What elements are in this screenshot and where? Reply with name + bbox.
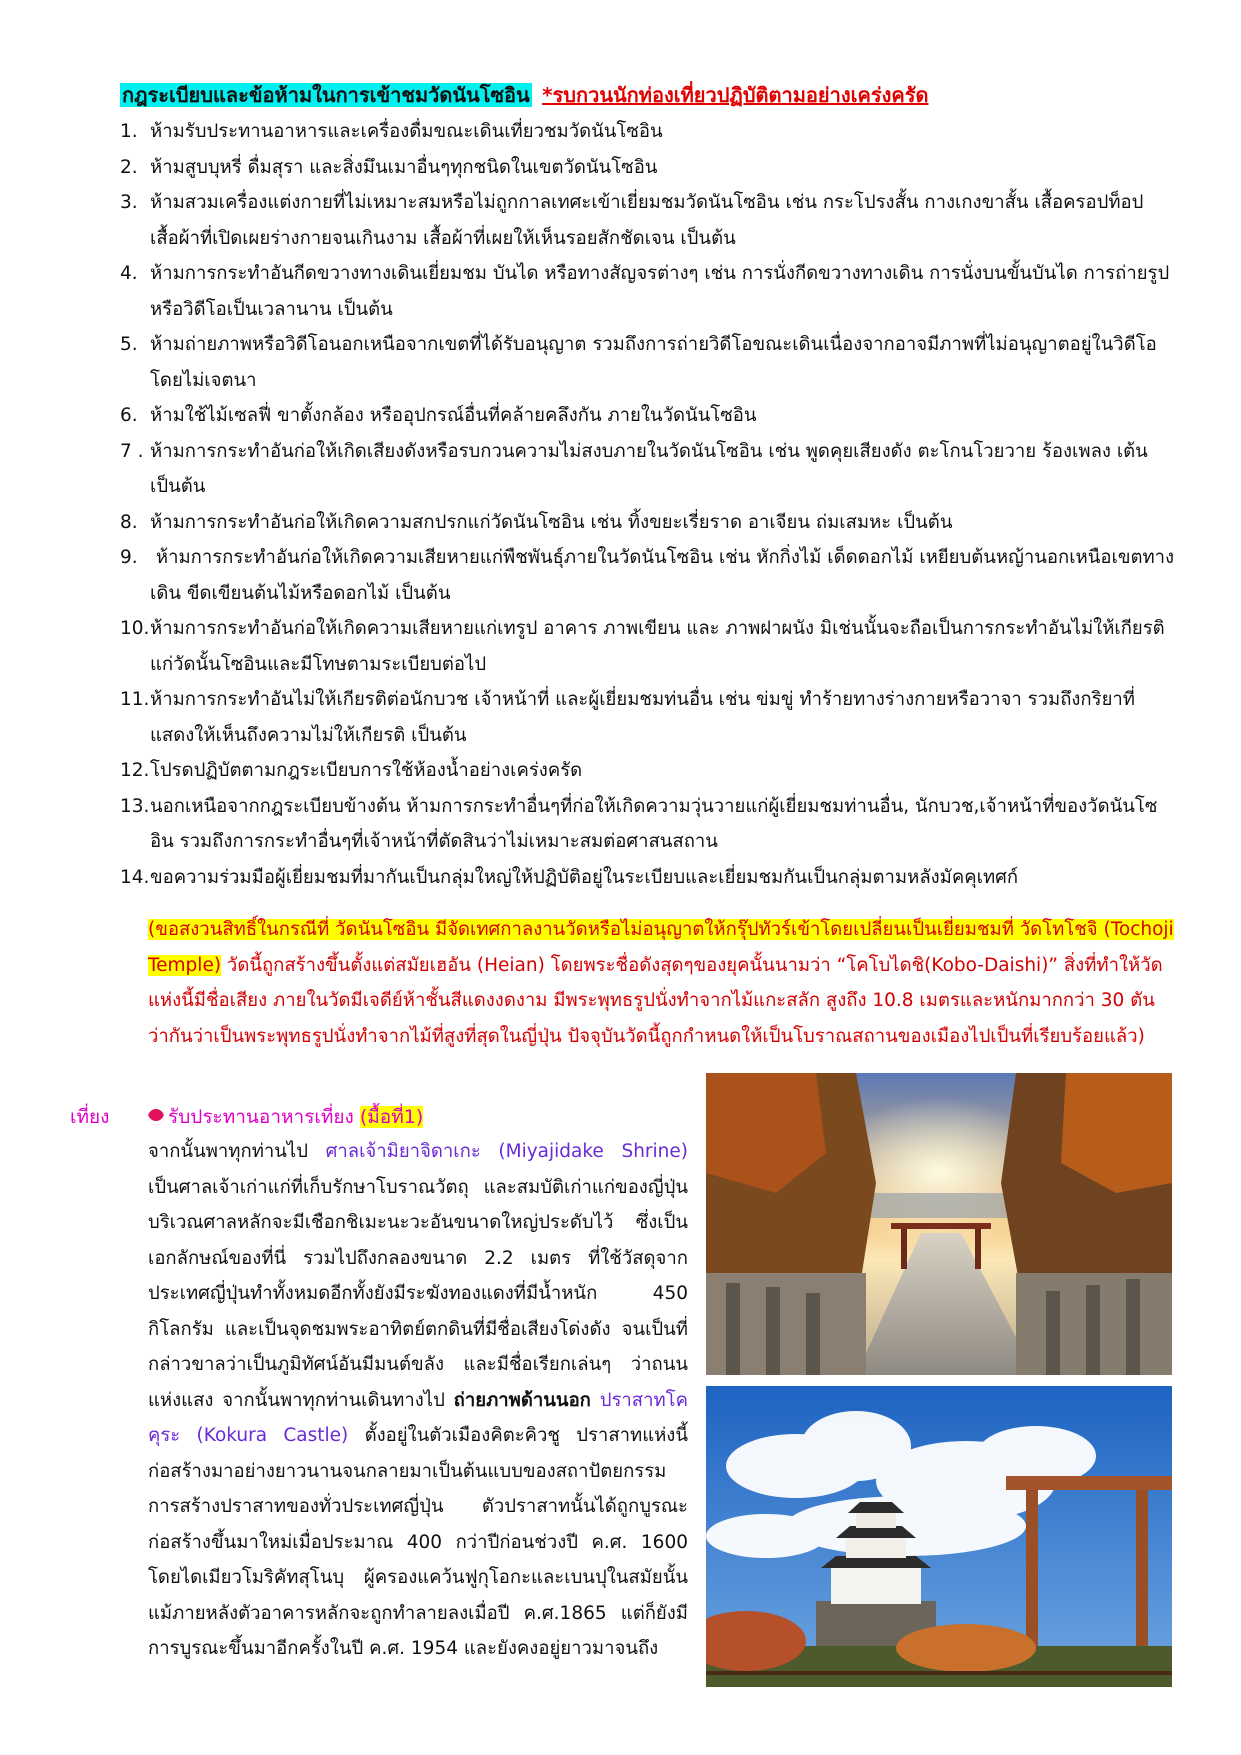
- kokura-castle-photo: [706, 1386, 1172, 1687]
- rule-item: 8. ห้ามการกระทำอันก่อให้เกิดความสกปรกแก่วัดนันโซอิน เช่น ทิ้งขยะเรี่ยราด อาเจียน ถ่มเสมหะ เป็นต้น: [120, 511, 953, 533]
- rules-list: [120, 114, 1178, 895]
- rule-item: 4. ห้ามการกระทำอันกีดขวางทางเดินเยี่ยมชม บันได หรือทางสัญจรต่างๆ เช่น การนั่งกีดขวางทางเดิน การนั่งบนขั้นบันได การถ่ายรูปหรือวิดีโอเป็นเวลานาน เป็นต้น: [120, 263, 1170, 320]
- rule-item: 5. ห้ามถ่ายภาพหรือวิดีโอนอกเหนือจากเขตที่ได้รับอนุญาต รวมถึงการถ่ายวิดีโอขณะเดินเนื่องจากอาจมีภาพที่ไม่อนุญาตอยู่ในวิดีโอโดยไม่เจตนา: [120, 334, 1157, 391]
- itinerary-description: [148, 1134, 688, 1667]
- meal-number: (มื้อที่1): [359, 1106, 424, 1128]
- rule-item: 12.โปรดปฏิบัตตามกฎระเบียบการใช้ห้องน้ำอย่างเคร่งครัด: [120, 760, 583, 781]
- rule-item: 14.ขอความร่วมมือผู้เยี่ยมชมที่มากันเป็นกลุ่มใหญ่ให้ปฏิบัติอยู่ในระเบียบและเยี่ยมชมกันเป็นกลุ่มตามหลังมัคคุเทศก์: [120, 866, 1019, 888]
- photo-stop-label: ถ่ายภาพด้านนอก: [453, 1389, 591, 1411]
- lunch-text: รับประทานอาหารเที่ยง: [168, 1106, 360, 1128]
- rule-item: 6. ห้ามใช้ไม้เซลฟี่ ขาตั้งกล้อง หรืออุปกรณ์อื่นที่คล้ายคลึงกัน ภายในวัดนันโซอิน: [120, 405, 757, 426]
- rule-item: 3. ห้ามสวมเครื่องแต่งกายที่ไม่เหมาะสมหรือไม่ถูกกาลเทศะเข้าเยี่ยมชมวัดนันโซอิน เช่น กระโปรงสั้น กางเกงขาสั้น เสื้อครอปท็อป เสื้อผ้าที่เปิดเผยร่างกายจนเกินงาม เสื้อผ้าที่เผยให้เห็นรอยสักชัดเจน เป็นต้น: [120, 192, 1144, 249]
- castle-name: ปราสาทโคคุระ (Kokura Castle): [148, 1389, 688, 1446]
- rule-item: 13.นอกเหนือจากกฎระเบียบข้างต้น ห้ามการกระทำอื่นๆที่ก่อให้เกิดความวุ่นวายแก่ผู้เยี่ยมชมท่านอื่น, นักบวช,เจ้าหน้าที่ของวัดนันโซอิน รวมถึงการกระทำอื่นๆที่เจ้าหน้าที่ตัดสินว่าไม่เหมาะสมต่อศาสนสถาน: [120, 795, 1158, 852]
- title-main: กฎระเบียบและข้อห้ามในการเข้าชมวัดนันโซอิน: [122, 83, 530, 107]
- note-highlight: (ขอสงวนสิทธิ์ในกรณีที่ วัดนันโซอิน มีจัดเทศกาลงานวัดหรือไม่อนุญาตให้กรุ๊ปทัวร์เข้าโดยเปลี่ยนเป็นเยี่ยมชมที่ วัดโทโชจิ (Tochoji Temple): [148, 919, 1174, 976]
- note-text: วัดนี้ถูกสร้างขึ้นตั้งแต่สมัยเฮอัน (Heian) โดยพระชื่อดังสุดๆของยุคนั้นนามว่า “โคโบไดชิ(Kobo-Daishi)” สิ่งที่ทำให้วัดแห่งนี้มีชื่อเสียง ภายในวัดมีเจดีย์ห้าชั้นสีแดงงดงาม มีพระพุทธรูปนั่งทำจากไม้แกะสลัก สูงถึง 10.8 เมตรและหนักมากกว่า 30 ตัน ว่ากันว่าเป็นพระพุทธรูปนั่งทำจากไม้ที่สูงที่สุดในญี่ปุ่น ปัจจุบันวัดนี้ถูกกำหนดให้เป็นโบราณสถานของเมืองไปเป็นที่เรียบร้อยแล้ว): [148, 954, 1163, 1047]
- title-warning: *รบกวนนักท่องเที่ยวปฏิบัติตามอย่างเคร่งครัด: [542, 83, 929, 107]
- meal-time-label: เที่ยง: [70, 1106, 110, 1128]
- body-text-2: เป็นศาลเจ้าเก่าแก่ที่เก็บรักษาโบราณวัตถุ และสมบัติเก่าแก่ของญี่ปุ่น บริเวณศาลหลักจะมีเชือกชิเมะนะวะอันขนาดใหญ่ประดับไว้ ซึ่งเป็นเอกลักษณ์ของที่นี่ รวมไปถึงกลองขนาด 2.2 เมตร ที่ใช้วัสดุจากประเทศญี่ปุ่นทำทั้งหมดอีกทั้งยังมีระฆังทองแดงที่มีน้ำหนัก 450 กิโลกรัม และเป็นจุดชมพระอาทิตย์ตกดินที่มีชื่อเสียงโด่งดัง จนเป็นที่กล่าวขาลว่าเป็นภูมิทัศน์อันมีมนต์ขลัง และมีชื่อเรียกเล่นๆ ว่าถนนแห่งแสง จากนั้นพาทุกท่านเดินทางไป: [148, 1176, 688, 1411]
- rule-item: 2. ห้ามสูบบุหรี่ ดื่มสุรา และสิ่งมึนเมาอื่นๆทุกชนิดในเขตวัดนันโซอิน: [120, 156, 658, 178]
- rule-item: 1. ห้ามรับประทานอาหารและเครื่องดื่มขณะเดินเที่ยวชมวัดนันโซอิน: [120, 121, 663, 142]
- rule-item: 10.ห้ามการกระทำอันก่อให้เกิดความเสียหายแก่เทรูป อาคาร ภาพเขียน และ ภาพฝาผนัง มิเช่นนั้นจะถือเป็นการกระทำอันไม่ให้เกียรติแก่วัดนั้นโซอินและมีโทษตามระเบียบต่อไป: [120, 618, 1165, 675]
- shrine-name: ศาลเจ้ามิยาจิดาเกะ (Miyajidake Shrine): [325, 1141, 688, 1162]
- body-text-3: ตั้งอยู่ในตัวเมืองคิตะคิวชู ปราสาทแห่งนี้ก่อสร้างมาอย่างยาวนานจนกลายมาเป็นต้นแบบของสถาปัตยกรรมการสร้างปราสาทของทั่วประเทศญี่ปุ่น ตัวปราสาทนั้นได้ถูกบูรณะก่อสร้างขึ้นมาใหม่เมื่อประมาณ 400 กว่าปีก่อนช่วงปี ค.ศ. 1600 โดยไดเมียวโมริคัทสุโนบุ ผู้ครองแคว้นฟูกุโอกะและเบนปุในสมัยนั้น แม้ภายหลังตัวอาคารหลักจะถูกทำลายลงเมื่อปี ค.ศ.1865 แต่ก็ยังมีการบูรณะขึ้นมาอีกครั้งในปี ค.ศ. 1954 และยังคงอยู่ยาวมาจนถึง: [148, 1425, 688, 1659]
- rule-item: 11.ห้ามการกระทำอันไม่ให้เกียรติต่อนักบวช เจ้าหน้าที่ และผู้เยี่ยมชมท่นอื่น เช่น ข่มขู่ ทำร้ายทางร่างกายหรือวาจา รวมถึงกริยาที่แสดงให้เห็นถึงความไม่ให้เกียรติ เป็นต้น: [120, 689, 1135, 746]
- miyajidake-shrine-photo: [706, 1073, 1172, 1375]
- rule-item: 7 . ห้ามการกระทำอันก่อให้เกิดเสียงดังหรือรบกวนความไม่สงบภายในวัดนันโซอิน เช่น พูดคุยเสียงดัง ตะโกนโวยวาย ร้องเพลง เต้น เป็นต้น: [120, 440, 1148, 497]
- rule-item: 9. ห้ามการกระทำอันก่อให้เกิดความเสียหายแก่พืชพันธุ์ภายในวัดนันโซอิน เช่น หักกิ่งไม้ เด็ดดอกไม้ เหยียบต้นหญ้านอกเหนือเขตทางเดิน ขีดเขียนต้นไม้หรือดอกไม้ เป็นต้น: [120, 547, 1175, 604]
- rules-title: [120, 78, 1180, 112]
- reservation-note: [148, 912, 1178, 1054]
- lunch-line: [148, 1100, 423, 1134]
- food-bowl-icon: [148, 1109, 164, 1125]
- body-text-1: จากนั้นพาทุกท่านไป: [148, 1141, 326, 1162]
